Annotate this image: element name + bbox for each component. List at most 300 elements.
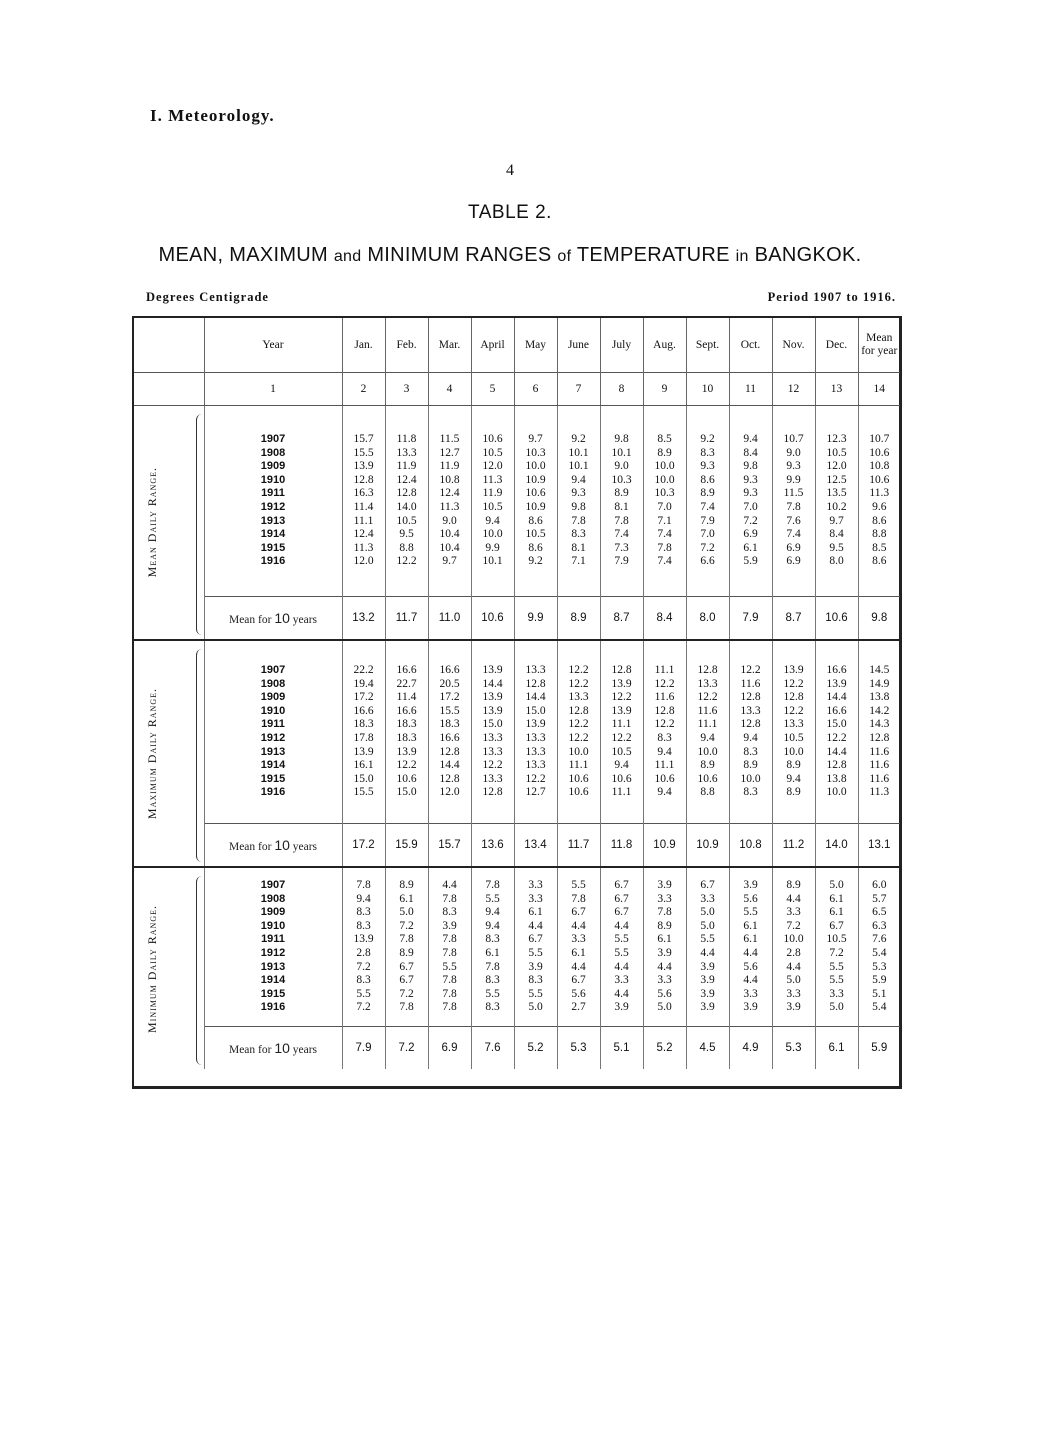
header-mean-for-year: Mean for year xyxy=(858,318,900,373)
value-cell: 6.1 xyxy=(829,892,844,905)
value-cell: 13.9 xyxy=(525,718,546,731)
value-cell: 9.4 xyxy=(657,786,672,799)
group-mean-row xyxy=(134,597,900,641)
value-cell: 19.4 xyxy=(353,677,374,690)
value-cell: 11.9 xyxy=(396,460,417,473)
mean-value-cell: 8.7 xyxy=(772,597,815,641)
value-cell: 8.5 xyxy=(872,541,887,554)
brace-line xyxy=(196,649,205,862)
value-cell: 10.1 xyxy=(568,460,589,473)
column-number: 8 xyxy=(600,373,643,406)
value-cell: 8.8 xyxy=(872,528,887,541)
value-cell: 5.7 xyxy=(872,892,887,905)
value-cell: 10.9 xyxy=(525,473,546,486)
value-cell: 7.1 xyxy=(657,514,672,527)
value-cell: 12.8 xyxy=(439,772,460,785)
value-cell: 3.3 xyxy=(743,987,758,1000)
page-number: 4 xyxy=(506,162,514,179)
value-cell: 7.0 xyxy=(743,501,758,513)
value-cell: 10.6 xyxy=(611,772,632,785)
value-cell: 11.1 xyxy=(353,514,374,527)
header-month: Oct. xyxy=(729,318,772,373)
value-cell: 11.1 xyxy=(611,786,632,799)
value-cell: 12.2 xyxy=(654,677,675,690)
value-cell: 8.4 xyxy=(829,528,844,541)
year-label: 1912 xyxy=(260,947,286,959)
value-cell: 9.0 xyxy=(442,514,457,527)
value-cell: 13.3 xyxy=(697,677,718,690)
value-cell: 14.9 xyxy=(869,677,890,690)
value-cell: 6.1 xyxy=(571,947,586,959)
mean-value-cell: 10.9 xyxy=(686,824,729,868)
mean-label: Mean for xyxy=(228,1044,272,1056)
value-cell: 9.4 xyxy=(614,759,629,772)
column-number: 2 xyxy=(342,373,385,406)
value-cell: 16.6 xyxy=(826,704,847,717)
month-values-cell xyxy=(643,641,686,824)
value-cell: 5.5 xyxy=(700,933,715,946)
group-side-label-wrap xyxy=(142,406,164,639)
value-cell: 16.3 xyxy=(353,487,374,500)
value-cell: 12.8 xyxy=(740,718,761,731)
table-subtitle xyxy=(0,244,1020,267)
value-cell: 5.1 xyxy=(872,987,887,1000)
year-label: 1907 xyxy=(260,664,286,677)
value-cell: 5.0 xyxy=(700,906,715,919)
column-number: 7 xyxy=(557,373,600,406)
value-cell: 3.9 xyxy=(700,1001,715,1014)
value-cell: 6.7 xyxy=(614,879,629,892)
value-cell: 10.7 xyxy=(783,433,804,446)
value-cell: 15.0 xyxy=(525,704,546,717)
month-values-cell xyxy=(342,868,385,1027)
value-cell: 14.4 xyxy=(482,677,503,690)
value-cell: 6.1 xyxy=(743,541,758,554)
value-cell: 12.2 xyxy=(396,759,417,772)
mean-value-cell: 7.9 xyxy=(342,1027,385,1070)
value-cell: 10.7 xyxy=(869,433,890,446)
value-cell: 7.4 xyxy=(657,555,672,568)
value-cell: 5.0 xyxy=(700,919,715,932)
value-cell: 17.8 xyxy=(353,732,374,744)
value-cell: 3.3 xyxy=(829,987,844,1000)
value-cell: 16.6 xyxy=(353,704,374,717)
mean-value-cell: 7.2 xyxy=(385,1027,428,1070)
value-cell: 10.0 xyxy=(482,528,503,541)
mean-value-cell: 5.9 xyxy=(858,1027,900,1070)
value-cell: 13.3 xyxy=(396,446,417,459)
value-cell: 13.9 xyxy=(482,704,503,717)
value-cell: 8.3 xyxy=(356,974,371,987)
value-cell: 12.2 xyxy=(568,718,589,731)
value-cell: 12.0 xyxy=(482,460,503,473)
header-month: Aug. xyxy=(643,318,686,373)
value-cell: 7.8 xyxy=(442,974,457,987)
value-cell: 16.6 xyxy=(439,664,460,677)
mean-value-cell: 15.9 xyxy=(385,824,428,868)
month-values-cell xyxy=(471,868,514,1027)
value-cell: 12.7 xyxy=(525,786,546,799)
value-cell: 12.0 xyxy=(439,786,460,799)
header-month: Mar. xyxy=(428,318,471,373)
value-cell: 12.4 xyxy=(396,473,417,486)
value-cell: 7.8 xyxy=(442,947,457,959)
value-cell: 6.7 xyxy=(399,960,414,973)
value-cell: 9.4 xyxy=(657,745,672,758)
value-cell: 9.6 xyxy=(872,501,887,513)
mean-value-cell: 4.5 xyxy=(686,1027,729,1070)
value-cell: 18.3 xyxy=(396,718,417,731)
temperature-range-table xyxy=(134,318,900,1069)
value-cell: 12.8 xyxy=(568,704,589,717)
value-cell: 10.8 xyxy=(439,473,460,486)
mean-value-cell: 13.2 xyxy=(342,597,385,641)
month-values-cell xyxy=(729,406,772,597)
month-values-cell xyxy=(858,641,900,824)
value-cell: 17.2 xyxy=(439,691,460,704)
group-side-cell xyxy=(134,406,204,641)
value-cell: 13.3 xyxy=(783,718,804,731)
mean-value-cell: 7.6 xyxy=(471,1027,514,1070)
value-cell: 9.2 xyxy=(528,555,543,568)
value-cell: 10.1 xyxy=(568,446,589,459)
value-cell: 5.6 xyxy=(571,987,586,1000)
year-label: 1915 xyxy=(260,987,286,1000)
value-cell: 5.0 xyxy=(829,879,844,892)
value-cell: 3.3 xyxy=(614,974,629,987)
value-cell: 7.4 xyxy=(700,501,715,513)
value-cell: 7.8 xyxy=(485,879,500,892)
value-cell: 14.4 xyxy=(525,691,546,704)
value-cell: 12.2 xyxy=(740,664,761,677)
value-cell: 5.5 xyxy=(743,906,758,919)
value-cell: 5.3 xyxy=(872,960,887,973)
value-cell: 14.5 xyxy=(869,664,890,677)
group-side-cell xyxy=(134,868,204,1069)
subtitle-conjunction: in xyxy=(735,248,749,265)
value-cell: 6.6 xyxy=(700,555,715,568)
value-cell: 6.7 xyxy=(528,933,543,946)
value-cell: 6.7 xyxy=(614,892,629,905)
month-values-cell xyxy=(815,868,858,1027)
month-values-cell xyxy=(514,406,557,597)
mean-value-cell: 9.9 xyxy=(514,597,557,641)
value-cell: 8.9 xyxy=(657,446,672,459)
value-cell: 13.3 xyxy=(482,732,503,744)
group-side-label: Minimum Daily Range. xyxy=(145,904,160,1033)
column-number: 10 xyxy=(686,373,729,406)
mean-value-cell: 11.7 xyxy=(385,597,428,641)
value-cell: 10.3 xyxy=(611,473,632,486)
value-cell: 5.4 xyxy=(872,1001,887,1014)
value-cell: 8.9 xyxy=(786,759,801,772)
value-cell: 3.3 xyxy=(528,892,543,905)
year-label: 1910 xyxy=(260,473,286,486)
year-label: 1911 xyxy=(261,933,285,946)
month-values-cell xyxy=(815,406,858,597)
table-title: TABLE 2. xyxy=(468,202,552,223)
value-cell: 16.6 xyxy=(396,704,417,717)
header-year: Year xyxy=(204,318,342,373)
mean-label-tail: years xyxy=(292,614,318,626)
month-values-cell xyxy=(514,868,557,1027)
value-cell: 6.7 xyxy=(614,906,629,919)
month-values-cell xyxy=(600,641,643,824)
value-cell: 13.3 xyxy=(740,704,761,717)
header-month: Sept. xyxy=(686,318,729,373)
year-list-cell xyxy=(204,868,342,1027)
value-cell: 7.2 xyxy=(786,919,801,932)
value-cell: 7.3 xyxy=(614,541,629,554)
value-cell: 12.2 xyxy=(482,759,503,772)
mean-label-tail: years xyxy=(292,1044,318,1056)
value-cell: 9.4 xyxy=(743,433,758,446)
value-cell: 11.3 xyxy=(869,487,890,500)
value-cell: 7.4 xyxy=(786,528,801,541)
value-cell: 7.8 xyxy=(485,960,500,973)
value-cell: 10.5 xyxy=(783,732,804,744)
value-cell: 3.3 xyxy=(657,892,672,905)
value-cell: 9.8 xyxy=(571,501,586,513)
value-cell: 10.5 xyxy=(611,745,632,758)
year-label: 1909 xyxy=(260,691,286,704)
value-cell: 9.3 xyxy=(743,487,758,500)
corner-cell xyxy=(134,318,204,373)
value-cell: 10.6 xyxy=(654,772,675,785)
value-cell: 6.1 xyxy=(829,906,844,919)
value-cell: 10.5 xyxy=(482,501,503,513)
value-cell: 8.9 xyxy=(786,786,801,799)
mean-value-cell: 8.9 xyxy=(557,597,600,641)
value-cell: 9.8 xyxy=(743,460,758,473)
value-cell: 7.2 xyxy=(356,960,371,973)
value-cell: 15.5 xyxy=(353,786,374,799)
value-cell: 13.9 xyxy=(353,933,374,946)
brace-line xyxy=(196,414,205,635)
mean-label-number: 10 xyxy=(274,837,290,853)
value-cell: 5.9 xyxy=(743,555,758,568)
value-cell: 8.8 xyxy=(700,786,715,799)
value-cell: 8.3 xyxy=(442,906,457,919)
temperature-table-frame xyxy=(132,316,902,1089)
value-cell: 12.2 xyxy=(826,732,847,744)
year-list-cell xyxy=(204,641,342,824)
value-cell: 10.9 xyxy=(525,501,546,513)
month-values-cell xyxy=(686,868,729,1027)
mean-label: Mean for xyxy=(228,841,272,853)
month-values-cell xyxy=(772,406,815,597)
month-values-cell xyxy=(772,868,815,1027)
month-values-cell xyxy=(686,406,729,597)
value-cell: 15.0 xyxy=(396,786,417,799)
value-cell: 6.1 xyxy=(399,892,414,905)
value-cell: 6.3 xyxy=(872,919,887,932)
year-label: 1908 xyxy=(260,892,286,905)
mean-value-cell: 9.8 xyxy=(858,597,900,641)
value-cell: 3.3 xyxy=(528,879,543,892)
value-cell: 5.0 xyxy=(786,974,801,987)
group-values-row xyxy=(134,406,900,597)
value-cell: 13.9 xyxy=(396,745,417,758)
value-cell: 7.8 xyxy=(442,987,457,1000)
value-cell: 3.9 xyxy=(657,879,672,892)
year-label: 1908 xyxy=(260,446,286,459)
value-cell: 10.1 xyxy=(611,446,632,459)
year-label: 1916 xyxy=(260,786,286,799)
column-number: 5 xyxy=(471,373,514,406)
mean-value-cell: 8.7 xyxy=(600,597,643,641)
value-cell: 9.4 xyxy=(485,906,500,919)
value-cell: 5.5 xyxy=(571,879,586,892)
value-cell: 9.4 xyxy=(485,919,500,932)
value-cell: 10.0 xyxy=(697,745,718,758)
year-label: 1915 xyxy=(260,772,286,785)
value-cell: 8.9 xyxy=(657,919,672,932)
value-cell: 6.1 xyxy=(485,947,500,959)
value-cell: 11.3 xyxy=(482,473,503,486)
value-cell: 11.5 xyxy=(783,487,804,500)
value-cell: 3.9 xyxy=(614,1001,629,1014)
value-cell: 10.6 xyxy=(568,772,589,785)
column-number: 6 xyxy=(514,373,557,406)
year-label: 1907 xyxy=(260,433,286,446)
header-month: April xyxy=(471,318,514,373)
value-cell: 9.7 xyxy=(528,433,543,446)
value-cell: 13.8 xyxy=(826,772,847,785)
value-cell: 8.6 xyxy=(700,473,715,486)
value-cell: 7.8 xyxy=(399,933,414,946)
month-values-cell xyxy=(643,868,686,1027)
value-cell: 11.6 xyxy=(869,772,890,785)
group-side-label-wrap xyxy=(142,641,164,866)
value-cell: 6.5 xyxy=(872,906,887,919)
value-cell: 12.8 xyxy=(353,473,374,486)
value-cell: 12.2 xyxy=(568,677,589,690)
value-cell: 9.4 xyxy=(743,732,758,744)
mean-value-cell: 17.2 xyxy=(342,824,385,868)
value-cell: 7.8 xyxy=(442,933,457,946)
year-label: 1908 xyxy=(260,677,286,690)
value-cell: 12.7 xyxy=(439,446,460,459)
month-values-cell xyxy=(471,406,514,597)
value-cell: 13.3 xyxy=(525,745,546,758)
column-number: 1 xyxy=(204,373,342,406)
year-label: 1911 xyxy=(261,487,285,500)
value-cell: 13.9 xyxy=(611,677,632,690)
value-cell: 9.3 xyxy=(700,460,715,473)
value-cell: 16.6 xyxy=(396,664,417,677)
value-cell: 8.9 xyxy=(786,879,801,892)
mean-label-cell xyxy=(204,1027,342,1070)
month-values-cell xyxy=(471,641,514,824)
value-cell: 6.7 xyxy=(571,906,586,919)
value-cell: 10.2 xyxy=(826,501,847,513)
value-cell: 6.9 xyxy=(743,528,758,541)
value-cell: 9.4 xyxy=(786,772,801,785)
value-cell: 13.3 xyxy=(525,759,546,772)
header-row xyxy=(134,318,900,373)
value-cell: 3.3 xyxy=(786,987,801,1000)
value-cell: 4.4 xyxy=(528,919,543,932)
value-cell: 11.1 xyxy=(654,759,675,772)
value-cell: 4.4 xyxy=(571,960,586,973)
year-list-cell xyxy=(204,406,342,597)
value-cell: 10.6 xyxy=(697,772,718,785)
value-cell: 8.9 xyxy=(700,759,715,772)
mean-value-cell: 4.9 xyxy=(729,1027,772,1070)
value-cell: 8.9 xyxy=(743,759,758,772)
mean-value-cell: 10.6 xyxy=(815,597,858,641)
value-cell: 5.5 xyxy=(614,947,629,959)
value-cell: 8.3 xyxy=(485,974,500,987)
value-cell: 14.3 xyxy=(869,718,890,731)
mean-value-cell: 11.7 xyxy=(557,824,600,868)
month-values-cell xyxy=(858,406,900,597)
value-cell: 6.9 xyxy=(786,541,801,554)
value-cell: 13.3 xyxy=(525,664,546,677)
year-label: 1910 xyxy=(260,919,286,932)
value-cell: 5.5 xyxy=(528,947,543,959)
value-cell: 11.4 xyxy=(353,501,374,513)
value-cell: 8.9 xyxy=(614,487,629,500)
value-cell: 10.1 xyxy=(482,555,503,568)
value-cell: 10.0 xyxy=(568,745,589,758)
value-cell: 7.4 xyxy=(614,528,629,541)
mean-value-cell: 5.2 xyxy=(514,1027,557,1070)
year-label: 1914 xyxy=(260,759,286,772)
value-cell: 10.5 xyxy=(826,446,847,459)
value-cell: 11.1 xyxy=(697,718,718,731)
subtitle-part: MINIMUM RANGES xyxy=(367,244,552,266)
month-values-cell xyxy=(600,868,643,1027)
value-cell: 7.9 xyxy=(700,514,715,527)
value-cell: 3.3 xyxy=(786,906,801,919)
value-cell: 3.9 xyxy=(743,1001,758,1014)
value-cell: 3.9 xyxy=(786,1001,801,1014)
mean-label-number: 10 xyxy=(274,1040,290,1056)
value-cell: 3.3 xyxy=(657,974,672,987)
value-cell: 12.0 xyxy=(353,555,374,568)
value-cell: 6.7 xyxy=(571,974,586,987)
value-cell: 7.2 xyxy=(356,1001,371,1014)
value-cell: 10.0 xyxy=(525,460,546,473)
mean-value-cell: 11.8 xyxy=(600,824,643,868)
month-values-cell xyxy=(385,868,428,1027)
group-mean-row xyxy=(134,1027,900,1070)
month-values-cell xyxy=(342,406,385,597)
value-cell: 18.3 xyxy=(439,718,460,731)
value-cell: 8.3 xyxy=(743,745,758,758)
value-cell: 4.4 xyxy=(614,987,629,1000)
value-cell: 17.2 xyxy=(353,691,374,704)
value-cell: 16.6 xyxy=(439,732,460,744)
value-cell: 11.4 xyxy=(396,691,417,704)
value-cell: 6.0 xyxy=(872,879,887,892)
value-cell: 7.0 xyxy=(700,528,715,541)
value-cell: 12.2 xyxy=(611,691,632,704)
value-cell: 13.9 xyxy=(482,664,503,677)
value-cell: 4.4 xyxy=(743,947,758,959)
mean-value-cell: 6.9 xyxy=(428,1027,471,1070)
value-cell: 7.2 xyxy=(399,919,414,932)
value-cell: 12.0 xyxy=(826,460,847,473)
value-cell: 7.8 xyxy=(657,541,672,554)
value-cell: 9.0 xyxy=(786,446,801,459)
mean-value-cell: 13.1 xyxy=(858,824,900,868)
value-cell: 7.8 xyxy=(571,892,586,905)
group-values-row xyxy=(134,868,900,1027)
value-cell: 5.5 xyxy=(829,960,844,973)
